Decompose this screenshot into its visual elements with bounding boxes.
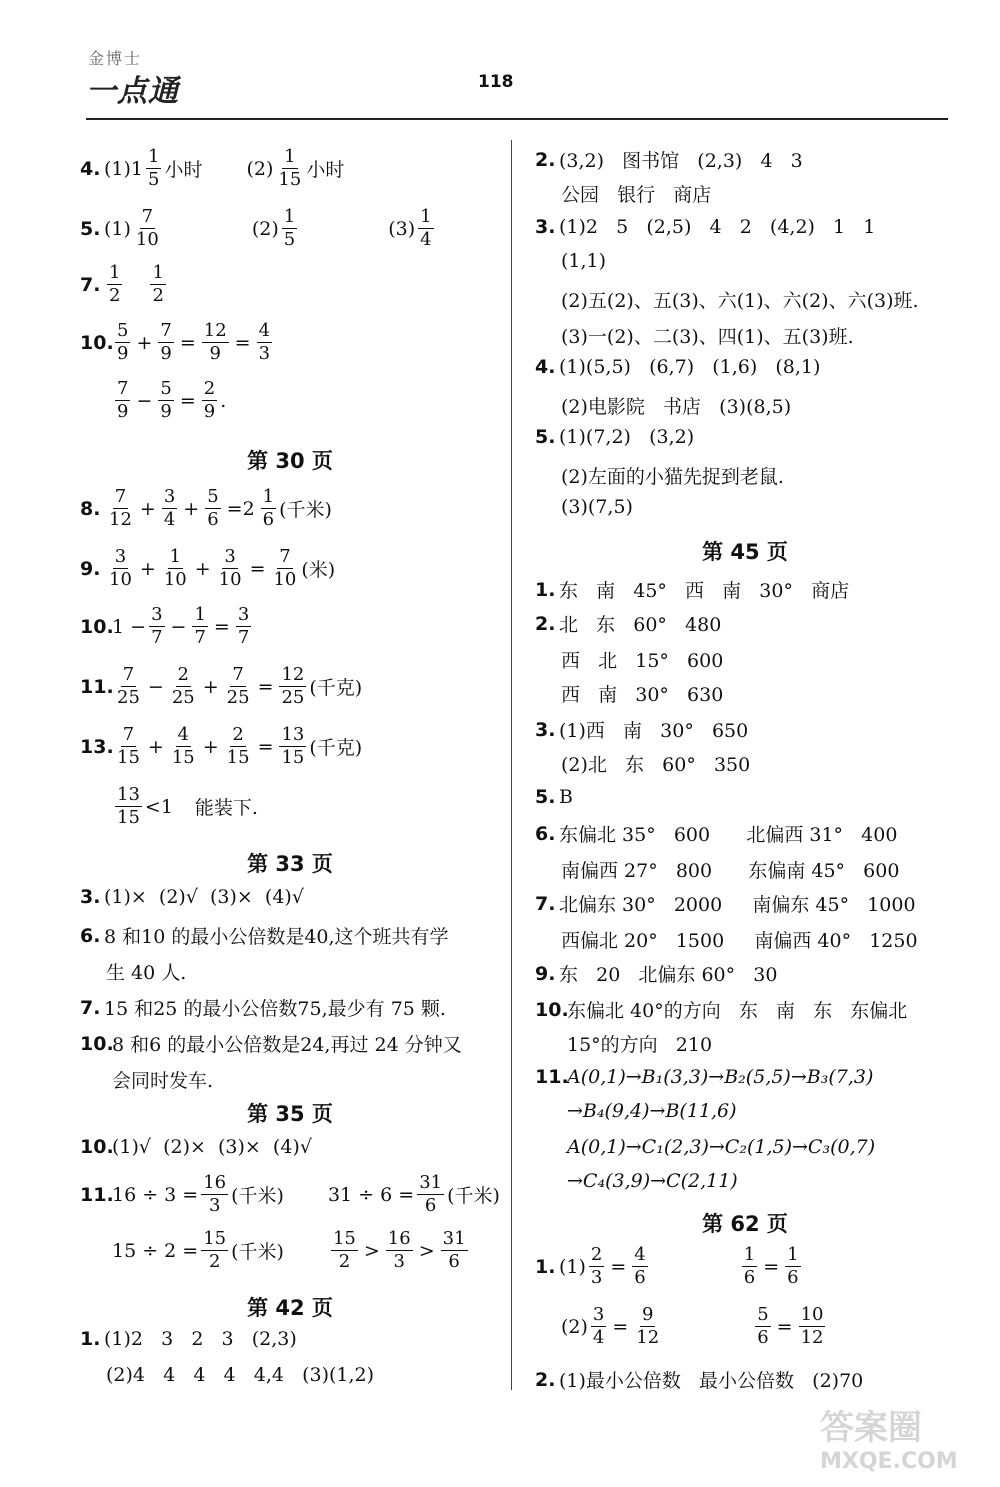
answer-text: 1 − xyxy=(112,615,147,638)
answer-text: 南偏西 27° 800 东偏南 45° 600 xyxy=(561,860,900,882)
answer-text: 小时 xyxy=(164,159,203,181)
question-number: 11. xyxy=(80,675,114,698)
fraction: $\frac{1}{4}$ xyxy=(420,206,432,250)
question-number: 9. xyxy=(535,962,556,985)
watermark-url: MXQE.COM xyxy=(820,1449,958,1474)
answer-line xyxy=(535,1100,737,1122)
operator: + xyxy=(147,735,164,758)
question-number: 10. xyxy=(80,331,114,354)
answer-text: . xyxy=(220,389,227,412)
answer-line xyxy=(535,610,721,637)
answer-line xyxy=(535,462,784,489)
answer-line xyxy=(535,680,723,707)
answer-line xyxy=(535,426,694,448)
fraction: $\frac{2}{15}$ xyxy=(226,724,250,768)
question-number: 2. xyxy=(535,612,556,635)
section-heading: 第 62 页 xyxy=(702,1212,788,1236)
answer-text: →B₄(9,4)→B(11,6) xyxy=(567,1100,737,1122)
fraction: $\frac{10}{12}$ xyxy=(800,1304,824,1348)
fraction: $\frac{3}{4}$ xyxy=(592,1304,605,1348)
operator: = xyxy=(179,389,196,412)
operator: =2 xyxy=(226,497,255,520)
answer-text: (1) xyxy=(559,1255,586,1278)
answer-line xyxy=(535,1306,828,1347)
operator: = xyxy=(763,1255,780,1278)
unit-label: (千克) xyxy=(309,677,363,699)
section-heading: 第 35 页 xyxy=(247,1102,333,1126)
answer-text: (1)最小公倍数 最小公倍数 (2)70 xyxy=(559,1370,864,1392)
answer-line xyxy=(80,148,344,189)
answer-text: B xyxy=(559,786,573,808)
unit-label: (千米) xyxy=(279,499,332,521)
site-watermark xyxy=(820,1400,990,1480)
answer-text: (1)2 3 2 3 (2,3) xyxy=(104,1328,297,1350)
question-number: 5. xyxy=(535,786,556,808)
fraction: $\frac{4}{6}$ xyxy=(634,1244,646,1288)
answer-text: (1)(5,5) (6,7) (1,6) (8,1) xyxy=(559,356,821,378)
answer-line xyxy=(80,1030,462,1057)
fraction: $\frac{1}{6}$ xyxy=(262,486,275,530)
fraction: $\frac{3}{7}$ xyxy=(237,604,250,648)
answer-text: (1)西 南 30° 650 xyxy=(559,720,749,742)
answer-line xyxy=(535,926,918,953)
answer-text: 8 和10 的最小公倍数是40,这个班共有学 xyxy=(104,926,449,948)
fraction: $\frac{31}{6}$ xyxy=(419,1172,443,1216)
operator: = xyxy=(610,1255,627,1278)
answer-line xyxy=(80,666,362,707)
operator: + xyxy=(194,557,211,580)
question-number: 6. xyxy=(535,822,556,845)
answer-text: 公园 银行 商店 xyxy=(561,184,712,206)
answer-line xyxy=(535,496,633,518)
fraction: $\frac{12}{9}$ xyxy=(203,320,227,364)
answer-text: 东 20 北偏东 60° 30 xyxy=(559,964,778,986)
fraction: $\frac{2}{9}$ xyxy=(203,378,216,422)
question-number: 6. xyxy=(80,924,101,947)
answer-text: 15 ÷ 2 = xyxy=(112,1239,199,1262)
fraction: $\frac{3}{4}$ xyxy=(163,486,176,530)
question-number: 7. xyxy=(535,892,556,915)
fraction: $\frac{1}{10}$ xyxy=(163,546,187,590)
answer-line xyxy=(535,716,748,743)
answer-line xyxy=(535,1170,738,1192)
fraction: $\frac{3}{10}$ xyxy=(109,546,132,590)
section-heading: 第 30 页 xyxy=(247,449,333,473)
answer-line xyxy=(535,960,777,987)
fraction: $\frac{5}{6}$ xyxy=(757,1304,769,1348)
answer-text: 15°的方向 210 xyxy=(567,1034,713,1056)
question-number: 4. xyxy=(80,157,101,180)
answer-line xyxy=(80,922,449,949)
operator: = xyxy=(612,1315,629,1338)
fraction: $\frac{7}{10}$ xyxy=(135,206,159,250)
answer-text: (1,1) xyxy=(561,250,607,272)
publisher-logo xyxy=(86,38,226,108)
fraction: $\frac{5}{6}$ xyxy=(207,486,219,530)
question-number: 13. xyxy=(80,735,114,758)
answer-text: (2) xyxy=(246,157,274,180)
answer-text: (2)五(2)、五(3)、六(1)、六(2)、六(3)班. xyxy=(561,290,919,312)
question-number: 3. xyxy=(535,216,556,238)
answer-line xyxy=(80,548,335,589)
fraction: $\frac{7}{9}$ xyxy=(160,320,172,364)
answer-text: 8 和6 的最小公倍数是24,再过 24 分钟又 xyxy=(112,1034,462,1056)
fraction: $\frac{5}{9}$ xyxy=(160,378,172,422)
operator: = xyxy=(249,557,266,580)
answer-line xyxy=(535,1246,804,1287)
answer-line xyxy=(80,380,226,421)
answer-line xyxy=(535,322,854,349)
answer-text: <1 xyxy=(144,795,173,818)
operator: > xyxy=(363,1239,380,1262)
header-divider xyxy=(86,118,948,120)
fraction: $\frac{2}{25}$ xyxy=(171,664,195,708)
question-number: 11. xyxy=(80,1183,114,1206)
operator: + xyxy=(183,497,200,520)
answer-line xyxy=(80,726,362,767)
question-number: 11. xyxy=(535,1066,569,1088)
answer-line xyxy=(535,1136,875,1158)
question-number: 8. xyxy=(80,497,101,520)
question-number: 3. xyxy=(535,718,556,741)
question-number: 2. xyxy=(535,1368,556,1391)
answer-line xyxy=(535,216,875,238)
operator: = xyxy=(776,1315,793,1338)
answer-text: 小时 xyxy=(306,159,345,181)
fraction: $\frac{7}{9}$ xyxy=(117,378,129,422)
fraction: $\frac{9}{12}$ xyxy=(636,1304,660,1348)
answer-line xyxy=(80,606,254,647)
answer-text: 31 ÷ 6 = xyxy=(327,1183,415,1206)
operator: − xyxy=(170,615,187,638)
operator: = xyxy=(234,331,251,354)
answer-text: 生 40 人. xyxy=(106,962,187,984)
question-number: 2. xyxy=(535,148,556,171)
fraction: $\frac{3}{10}$ xyxy=(218,546,242,590)
answer-text: 会同时发车. xyxy=(112,1070,214,1092)
fraction: $\frac{16}{3}$ xyxy=(203,1172,227,1216)
answer-text: 能装下. xyxy=(194,797,258,819)
question-number: 1. xyxy=(80,1328,101,1350)
answer-line xyxy=(80,786,258,827)
question-number: 4. xyxy=(535,356,556,378)
fraction: $\frac{1}{6}$ xyxy=(743,1244,756,1288)
question-number: 10. xyxy=(80,1136,114,1158)
fraction: $\frac{16}{3}$ xyxy=(387,1228,411,1272)
answer-line xyxy=(535,1066,873,1088)
logo-subtitle: 金博士 xyxy=(88,49,143,68)
operator: + xyxy=(139,497,156,520)
answer-text: 东偏北 40°的方向 东 南 东 东偏北 xyxy=(567,1000,908,1022)
answer-text: 北偏东 30° 2000 南偏东 45° 1000 xyxy=(559,894,916,916)
answer-text: (1)× (2)√ (3)× (4)√ xyxy=(104,886,304,908)
answer-line xyxy=(535,1030,712,1057)
question-number: 1. xyxy=(535,578,556,601)
fraction: $\frac{1}{7}$ xyxy=(194,604,206,648)
answer-text: (2)电影院 书店 (3)(8,5) xyxy=(561,396,792,418)
fraction: $\frac{5}{9}$ xyxy=(117,320,129,364)
answer-text: (1)(7,2) (3,2) xyxy=(559,426,695,448)
answer-text: (3,2) 图书馆 (2,3) 4 3 xyxy=(559,150,803,172)
fraction: $\frac{7}{25}$ xyxy=(117,664,140,708)
answer-line xyxy=(80,208,437,249)
operator: = xyxy=(179,331,196,354)
answer-text: (3) xyxy=(388,217,416,240)
answer-line xyxy=(535,180,711,207)
unit-label: (米) xyxy=(301,559,336,581)
fraction: $\frac{4}{3}$ xyxy=(258,320,271,364)
question-number: 1. xyxy=(535,1255,556,1278)
fraction: $\frac{4}{15}$ xyxy=(171,724,195,768)
answer-line xyxy=(535,1366,863,1393)
answer-line xyxy=(80,1230,471,1271)
column-divider xyxy=(511,140,512,1390)
fraction: $\frac{13}{15}$ xyxy=(281,724,305,768)
answer-line xyxy=(80,1364,374,1386)
answer-text: (1)√ (2)× (3)× (4)√ xyxy=(112,1136,312,1158)
watermark-logo: 答案圈 xyxy=(820,1408,922,1448)
fraction: $\frac{12}{25}$ xyxy=(281,664,305,708)
answer-line xyxy=(80,488,332,529)
fraction: $\frac{31}{6}$ xyxy=(442,1228,466,1272)
fraction: $\frac{7}{25}$ xyxy=(226,664,250,708)
fraction: $\frac{2}{3}$ xyxy=(590,1244,603,1288)
answer-text: 西 南 30° 630 xyxy=(561,684,724,706)
answer-text: 北 东 60° 480 xyxy=(559,614,722,636)
question-number: 5. xyxy=(535,426,556,448)
question-number: 10. xyxy=(535,998,569,1021)
answer-line xyxy=(80,994,446,1021)
operator: − xyxy=(136,389,153,412)
section-heading: 第 42 页 xyxy=(247,1296,333,1320)
answer-line xyxy=(80,1328,297,1350)
answer-text: 东 南 45° 西 南 30° 商店 xyxy=(559,580,850,602)
answer-text: A(0,1)→B₁(3,3)→B₂(5,5)→B₃(7,3) xyxy=(567,1066,874,1088)
question-number: 9. xyxy=(80,557,101,580)
question-number: 3. xyxy=(80,886,101,908)
fraction: $\frac{7}{10}$ xyxy=(273,546,297,590)
answer-text: (1)1 xyxy=(104,157,144,180)
fraction: $\frac{1}{15}$ xyxy=(278,146,302,190)
operator: = xyxy=(257,735,274,758)
answer-line xyxy=(535,786,573,808)
answer-line xyxy=(80,958,186,985)
answer-line xyxy=(535,820,897,847)
fraction: $\frac{13}{15}$ xyxy=(117,784,140,828)
operator: + xyxy=(202,735,219,758)
answer-text: (1)2 5 (2,5) 4 2 (4,2) 1 1 xyxy=(559,216,876,238)
answer-line xyxy=(535,646,723,673)
answer-line xyxy=(535,890,916,917)
answer-line xyxy=(80,1174,500,1215)
fraction: $\frac{15}{2}$ xyxy=(332,1228,356,1272)
answer-line xyxy=(535,996,907,1023)
answer-text: 16 ÷ 3 = xyxy=(112,1183,199,1206)
answer-line xyxy=(535,250,606,272)
question-number: 5. xyxy=(80,217,101,240)
answer-line xyxy=(535,286,919,313)
answer-text: 15 和25 的最小公倍数75,最少有 75 颗. xyxy=(104,998,446,1020)
answer-text: 西偏北 20° 1500 南偏西 40° 1250 xyxy=(561,930,918,952)
section-heading: 第 45 页 xyxy=(702,540,788,564)
fraction: $\frac{3}{7}$ xyxy=(151,604,163,648)
answer-line xyxy=(535,576,849,603)
unit-label: (千米) xyxy=(447,1185,500,1207)
answer-text: (2)左面的小猫先捉到老鼠. xyxy=(561,466,784,488)
question-number: 10. xyxy=(80,615,114,638)
answer-text: (2)北 东 60° 350 xyxy=(561,754,751,776)
answer-text: (3)一(2)、二(3)、四(1)、五(3)班. xyxy=(561,326,854,348)
operator: − xyxy=(147,675,164,698)
answer-line xyxy=(80,322,275,363)
answer-text: (2) xyxy=(561,1315,588,1338)
fraction: $\frac{1}{6}$ xyxy=(787,1244,799,1288)
question-number: 7. xyxy=(80,996,101,1019)
answer-text: →C₄(3,9)→C(2,11) xyxy=(567,1170,738,1192)
page-number: 118 xyxy=(478,72,514,92)
operator: = xyxy=(213,615,230,638)
answer-line xyxy=(535,356,820,378)
unit-label: (千克) xyxy=(309,737,363,759)
answer-text: (3)(7,5) xyxy=(561,496,633,518)
answer-text: 东偏北 35° 600 北偏西 31° 400 xyxy=(559,824,898,846)
answer-line xyxy=(80,886,304,908)
operator: > xyxy=(418,1239,435,1262)
question-number: 10. xyxy=(80,1032,114,1055)
operator: = xyxy=(257,675,274,698)
answer-line xyxy=(535,146,803,173)
answer-text: (2) xyxy=(251,217,279,240)
answer-text: 西 北 15° 600 xyxy=(561,650,724,672)
operator: + xyxy=(139,557,156,580)
answer-line xyxy=(80,1066,213,1093)
answer-line xyxy=(80,264,169,305)
answer-line xyxy=(80,1136,312,1158)
operator: + xyxy=(202,675,219,698)
logo-title: 一点通 xyxy=(86,74,179,109)
answer-text: (1) xyxy=(104,217,131,240)
fraction: $\frac{7}{12}$ xyxy=(109,486,132,530)
fraction: $\frac{1}{2}$ xyxy=(109,262,121,306)
answer-text: (2)4 4 4 4 4,4 (3)(1,2) xyxy=(106,1364,375,1386)
operator: + xyxy=(136,331,153,354)
question-number: 7. xyxy=(80,273,101,296)
answer-line xyxy=(535,392,791,419)
fraction: $\frac{1}{5}$ xyxy=(283,206,296,250)
fraction: $\frac{15}{2}$ xyxy=(203,1228,227,1272)
answer-line xyxy=(535,856,899,883)
fraction: $\frac{7}{15}$ xyxy=(117,724,140,768)
section-heading: 第 33 页 xyxy=(247,852,333,876)
fraction: $\frac{1}{2}$ xyxy=(152,262,164,306)
fraction: $\frac{1}{5}$ xyxy=(148,146,160,190)
unit-label: (千米) xyxy=(231,1185,284,1207)
unit-label: (千米) xyxy=(231,1241,284,1263)
answer-text: A(0,1)→C₁(2,3)→C₂(1,5)→C₃(0,7) xyxy=(567,1136,876,1158)
answer-line xyxy=(535,750,750,777)
